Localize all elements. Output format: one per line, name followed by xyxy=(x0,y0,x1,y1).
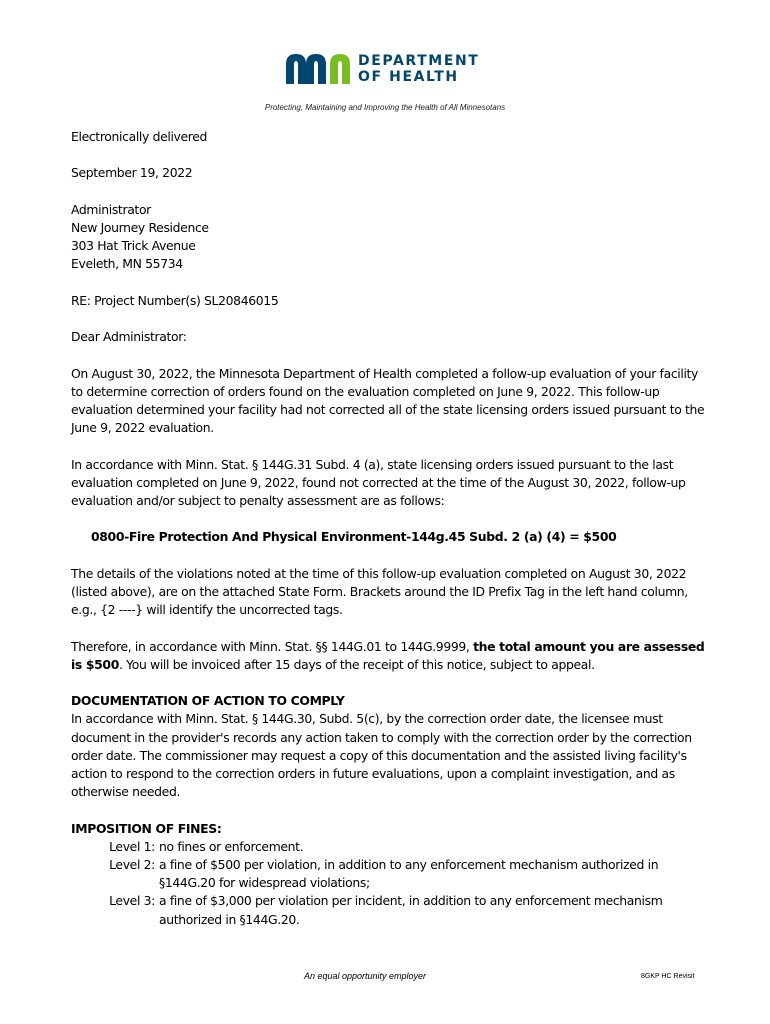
mdh-logo xyxy=(284,52,490,86)
assessment-text-pre: Therefore, in accordance with Minn. Stat. §§ 144G.01 to 144G.9999, xyxy=(71,638,474,654)
address-line: 303 Hat Trick Avenue xyxy=(71,238,196,254)
fines-heading: IMPOSITION OF FINES: xyxy=(71,820,222,836)
assessment-text-post: . You will be invoiced after 15 days of the receipt of this notice, subject to appeal. xyxy=(118,656,595,672)
logo-wordmark xyxy=(358,53,479,85)
documentation-section xyxy=(71,692,711,801)
paragraph-assessment xyxy=(71,638,711,674)
fine-level-text: no fines or enforcement. xyxy=(159,838,304,854)
letter-date: September 19, 2022 xyxy=(71,165,193,181)
logo-line-1: DEPARTMENT xyxy=(358,53,480,69)
penalty-line xyxy=(71,528,711,546)
fine-level-label: Level 1: xyxy=(109,838,155,854)
fine-level-text: a fine of $3,000 per violation per incident, in addition to any enforcement mechanism authorized in §144G.20. xyxy=(159,893,663,927)
documentation-heading: DOCUMENTATION OF ACTION TO COMPLY xyxy=(71,693,345,709)
logo-line-2: OF HEALTH xyxy=(358,69,459,85)
letter-body xyxy=(71,128,711,929)
address-line: New Journey Residence xyxy=(71,219,209,235)
fine-levels xyxy=(71,838,711,929)
assessment-total: the total amount you are assessed is $500 xyxy=(71,638,705,672)
recipient-address xyxy=(71,201,711,274)
address-line: Eveleth, MN 55734 xyxy=(71,256,183,272)
re-line: RE: Project Number(s) SL20846015 xyxy=(71,292,279,308)
delivery-method: Electronically delivered xyxy=(71,129,208,144)
paragraph-details: The details of the violations noted at the time of this follow-up evaluation completed on August 30, 2022 (listed above), are on the attached State Form. Brackets around the ID Prefix Tag in the left hand column, e.g., {2 ----} will identify the uncorrected tags. xyxy=(71,565,688,618)
fine-level xyxy=(71,856,711,892)
fine-level-text: a fine of $500 per violation, in addition to any enforcement mechanism authorized in §144G.20 for widespread violations; xyxy=(159,856,659,891)
form-code: 8GKP HC Revisit xyxy=(641,973,695,980)
mn-logo-icon xyxy=(284,52,354,86)
paragraph-orders: In accordance with Minn. Stat. § 144G.31 Subd. 4 (a), state licensing orders issued pursuant to the last evaluation completed on June 9, 2022, found not corrected at the time of the August 30, 2022, follow-up evaluation and/or subject to penalty assessment are as follows: xyxy=(71,456,686,508)
fine-level-label: Level 3: xyxy=(109,893,155,909)
equal-opportunity-text: An equal opportunity employer xyxy=(303,971,427,981)
address-line: Administrator xyxy=(71,201,151,217)
salutation: Dear Administrator: xyxy=(71,329,187,345)
tagline: Protecting, Maintaining and Improving the Health of All Minnesotans xyxy=(264,103,506,112)
fines-section xyxy=(71,820,711,929)
fine-level xyxy=(71,838,711,856)
fine-level-label: Level 2: xyxy=(109,856,155,872)
penalty-line-text: 0800-Fire Protection And Physical Environment-144g.45 Subd. 2 (a) (4) = $500 xyxy=(91,529,617,545)
fine-level xyxy=(71,892,711,928)
documentation-text: In accordance with Minn. Stat. § 144G.30, Subd. 5(c), by the correction order date, the licensee must document in the provider's records any action taken to comply with the correction order by the correction order date. The commissioner may request a copy of this documentation and the assisted living facility's action to respond to the correction orders in future evaluations, upon a complaint investigation, and as otherwise needed. xyxy=(71,711,692,800)
paragraph-evaluation: On August 30, 2022, the Minnesota Department of Health completed a follow-up evaluation of your facility to determine correction of orders found on the evaluation completed on June 9, 2022. This follow-up evaluation determined your facility had not corrected all of the state licensing orders issued pursuant to the June 9, 2022 evaluation. xyxy=(71,365,705,436)
